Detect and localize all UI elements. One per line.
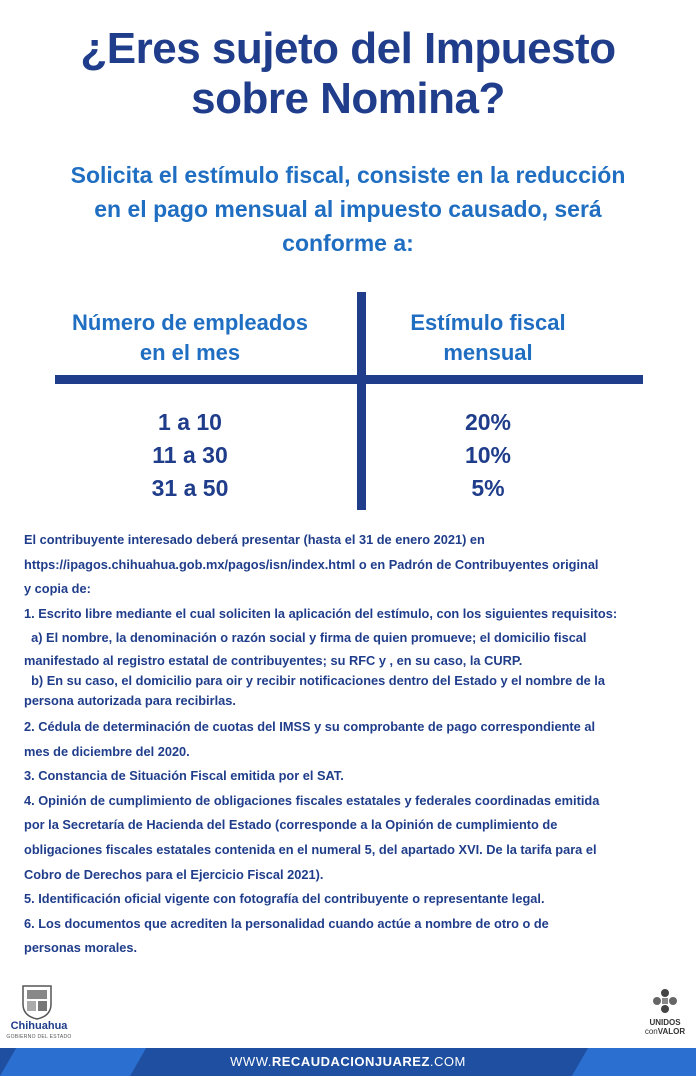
subtitle (20, 158, 676, 260)
subtitle-line-1: Solicita el estímulo fiscal, consiste en la reducción (70, 162, 626, 188)
requirement-item-6: personas morales. (24, 940, 138, 956)
requirement-item-1b: persona autorizada para recibirlas. (24, 692, 236, 708)
chihuahua-logo (4, 984, 80, 1040)
table-vertical-divider (357, 292, 366, 510)
unidos-con-valor-logo (636, 984, 694, 1042)
requirement-item-1a: a) El nombre, la denominación o razón social y firma de quien promueve; el domicilio fiscal (24, 630, 587, 646)
page-title (0, 24, 696, 124)
stimulus-column (418, 406, 558, 505)
logo-right-con: con (644, 1027, 658, 1036)
unidos-mark-icon (648, 984, 682, 1018)
requirement-item-4: obligaciones fiscales estatales contenida en el numeral 5, del apartado XVI. De la tarifa para el (24, 841, 597, 857)
requirement-item-5: 5. Identificación oficial vigente con fotografía del contribuyente o representante legal. (24, 891, 545, 907)
column-header-employees-line-2: en el mes (139, 340, 241, 365)
footer-url-domain: RECAUDACIONJUAREZ (271, 1054, 430, 1069)
requirement-item-2: mes de diciembre del 2020. (24, 743, 190, 759)
coat-of-arms-icon (21, 984, 53, 1020)
column-header-employees (40, 308, 340, 368)
subtitle-line-2: en el pago mensual al impuesto causado, será (94, 196, 602, 222)
requirement-item-4: por la Secretaría de Hacienda del Estado (corresponde a la Opinión de cumplimiento de (24, 817, 558, 833)
requirement-item-4: Cobro de Derechos para el Ejercicio Fiscal 2021). (24, 866, 324, 882)
requirement-item-1: 1. Escrito libre mediante el cual soliciten la aplicación del estímulo, con los siguientes requisitos: (24, 605, 618, 621)
column-header-stimulus (370, 308, 606, 368)
table-cell-employees: 1 a 10 (158, 409, 222, 435)
table-horizontal-divider (55, 375, 643, 384)
footer-url-suffix: .COM (429, 1054, 466, 1069)
table-cell-stimulus: 10% (464, 442, 512, 468)
requirement-item-3: 3. Constancia de Situación Fiscal emitida por el SAT. (24, 768, 344, 784)
intro-line: https://ipagos.chihuahua.gob.mx/pagos/isn/index.html o en Padrón de Contribuyentes original (24, 556, 599, 572)
table-cell-stimulus: 20% (464, 409, 512, 435)
requirement-item-1b: b) En su caso, el domicilio para oir y recibir notificaciones dentro del Estado y el nombre de la (24, 672, 605, 688)
footer-bar (0, 1048, 696, 1076)
requirement-item-2: 2. Cédula de determinación de cuotas del IMSS y su comprobante de pago correspondiente al (24, 718, 596, 734)
table-cell-employees: 31 a 50 (151, 475, 229, 501)
requirement-item-1a: manifestado al registro estatal de contribuyentes; su RFC y , en su caso, la CURP. (24, 652, 523, 668)
requirement-item-6: 6. Los documentos que acrediten la personalidad cuando actúe a nombre de otro o de (24, 915, 549, 931)
title-line-2: sobre Nomina? (191, 74, 505, 123)
footer-website-link[interactable] (0, 1054, 696, 1069)
logo-right-line-2 (636, 1027, 694, 1036)
title-line-1: ¿Eres sujeto del Impuesto (80, 24, 616, 73)
footer-url-prefix: WWW. (230, 1054, 272, 1069)
logo-left-name: Chihuahua (10, 1020, 68, 1032)
column-header-stimulus-line-2: mensual (443, 340, 533, 365)
requirements-text (24, 528, 684, 961)
logo-left-sub: GOBIERNO DEL ESTADO (6, 1034, 72, 1040)
logo-right-line-1: UNIDOS (649, 1018, 681, 1027)
requirement-item-4: 4. Opinión de cumplimiento de obligaciones fiscales estatales y federales coordinadas emitida (24, 792, 600, 808)
logo-right-valor: VALOR (657, 1027, 686, 1036)
employees-column (110, 406, 270, 505)
table-cell-employees: 11 a 30 (152, 442, 228, 468)
intro-line: y copia de: (24, 581, 91, 597)
table-cell-stimulus: 5% (471, 475, 505, 501)
intro-line: El contribuyente interesado deberá presentar (hasta el 31 de enero 2021) en (24, 532, 485, 547)
column-header-stimulus-line-1: Estímulo fiscal (410, 310, 566, 335)
column-header-employees-line-1: Número de empleados (72, 310, 308, 335)
subtitle-line-3: conforme a: (282, 230, 414, 256)
